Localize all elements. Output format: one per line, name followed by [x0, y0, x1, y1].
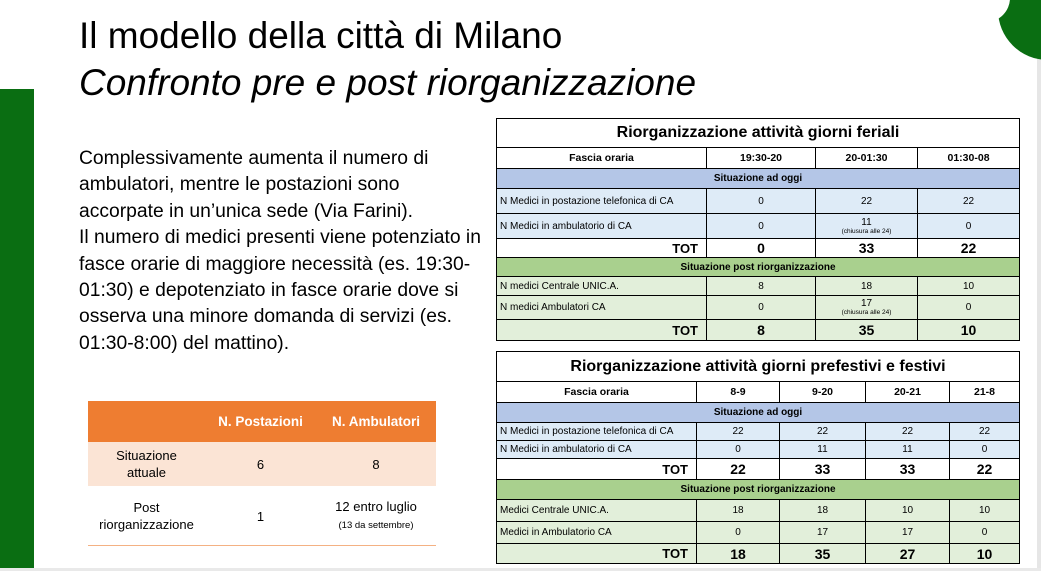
total-label: TOT — [497, 544, 697, 564]
total-row — [497, 239, 1020, 258]
table-cell — [816, 214, 918, 239]
slide-edge — [1037, 0, 1041, 571]
ambulatori-value: 12 entro luglio — [335, 499, 417, 514]
total-row — [497, 544, 1020, 564]
total-cell: 10 — [950, 544, 1020, 564]
total-cell: 35 — [816, 320, 918, 341]
table-cell: 22 — [950, 423, 1020, 441]
table-cell: 0 — [707, 296, 816, 320]
cell-ambulatori — [316, 487, 436, 546]
header-cell: 20-01:30 — [816, 148, 918, 169]
table-title: Riorganizzazione attività giorni feriali — [497, 119, 1020, 148]
cell-postazioni: 1 — [205, 487, 316, 546]
corner-decoration-icon — [968, 0, 1041, 60]
table-cell: 10 — [918, 277, 1020, 296]
summary-header-cell: N. Postazioni — [205, 401, 316, 442]
table-cell: 10 — [866, 500, 950, 522]
table-cell: 22 — [780, 423, 866, 441]
table-row — [497, 441, 1020, 459]
cell-value: 11 — [861, 216, 872, 228]
section-row — [497, 480, 1020, 500]
table-title-row — [497, 119, 1020, 148]
table-cell: 22 — [697, 423, 780, 441]
table-title: Riorganizzazione attività giorni prefestivi e festivi — [497, 352, 1020, 382]
table-cell: 0 — [707, 189, 816, 214]
section-label: Situazione ad oggi — [497, 403, 1020, 423]
table-header-row — [497, 382, 1020, 403]
summary-header-cell — [88, 401, 205, 442]
table-row — [497, 214, 1020, 239]
section-row — [497, 258, 1020, 277]
table-cell: 22 — [918, 189, 1020, 214]
cell-postazioni: 6 — [205, 442, 316, 487]
table-row — [497, 522, 1020, 544]
summary-row — [88, 487, 436, 546]
table-title-row — [497, 352, 1020, 382]
header-cell: 8-9 — [697, 382, 780, 403]
brand-accent-bar — [0, 89, 34, 571]
total-row — [497, 459, 1020, 480]
row-label: N medici Centrale UNIC.A. — [497, 277, 707, 296]
table-cell: 0 — [707, 214, 816, 239]
table-cell: 0 — [918, 296, 1020, 320]
paragraph-2: Il numero di medici presenti viene potenziato in fasce orarie di maggiore necessità (es. 19:30-01:30) e depotenziato in fasce orarie dove si osserva una minore domanda di servizi (es. 01:30-8:00) del mattino). — [79, 227, 481, 354]
cell-value: 17 — [860, 298, 873, 309]
row-label: Situazione attuale — [88, 442, 205, 487]
total-cell: 8 — [707, 320, 816, 341]
total-row — [497, 320, 1020, 341]
ambulatori-note: (13 da settembre) — [338, 520, 414, 531]
section-label: Situazione ad oggi — [497, 169, 1020, 189]
total-cell: 22 — [918, 239, 1020, 258]
table-row — [497, 423, 1020, 441]
section-row — [497, 169, 1020, 189]
row-label: N Medici in postazione telefonica di CA — [497, 189, 707, 214]
table-cell: 17 — [866, 522, 950, 544]
summary-table — [88, 401, 436, 546]
cell-ambulatori: 8 — [316, 442, 436, 487]
row-label: N Medici in postazione telefonica di CA — [497, 423, 697, 441]
table-cell: 0 — [918, 214, 1020, 239]
table-cell: 0 — [950, 441, 1020, 459]
table-row — [497, 500, 1020, 522]
header-cell: 21-8 — [950, 382, 1020, 403]
page-title: Il modello della città di Milano — [79, 15, 563, 56]
table-cell: 18 — [816, 277, 918, 296]
section-label: Situazione post riorganizzazione — [497, 480, 1020, 500]
table-cell: 8 — [707, 277, 816, 296]
page-subtitle: Confronto pre e post riorganizzazione — [79, 62, 697, 103]
table-cell: 22 — [816, 189, 918, 214]
summary-header-row — [88, 401, 436, 442]
table-cell: 22 — [866, 423, 950, 441]
total-cell: 33 — [780, 459, 866, 480]
total-label: TOT — [497, 320, 707, 341]
total-cell: 22 — [697, 459, 780, 480]
total-cell: 22 — [950, 459, 1020, 480]
header-cell: 01:30-08 — [918, 148, 1020, 169]
table-cell: 11 — [780, 441, 866, 459]
total-label: TOT — [497, 459, 697, 480]
table-cell: 0 — [697, 522, 780, 544]
row-label: Medici Centrale UNIC.A. — [497, 500, 697, 522]
table-header-row — [497, 148, 1020, 169]
total-cell: 18 — [697, 544, 780, 564]
total-label: TOT — [497, 239, 707, 258]
cell-note: (chiusura alle 24) — [841, 227, 892, 235]
cell-note: (chiusura alle 24) — [841, 309, 892, 316]
header-cell: Fascia oraria — [497, 148, 707, 169]
total-cell: 33 — [816, 239, 918, 258]
feriali-table — [496, 118, 1020, 341]
table-cell: 11 — [866, 441, 950, 459]
total-cell: 35 — [780, 544, 866, 564]
section-label: Situazione post riorganizzazione — [497, 258, 1020, 277]
summary-header-cell: N. Ambulatori — [316, 401, 436, 442]
table-row — [497, 296, 1020, 320]
section-row — [497, 403, 1020, 423]
row-label: N Medici in ambulatorio di CA — [497, 441, 697, 459]
header-cell: 9-20 — [780, 382, 866, 403]
header-cell: 20-21 — [866, 382, 950, 403]
total-cell: 0 — [707, 239, 816, 258]
table-cell: 10 — [950, 500, 1020, 522]
summary-row — [88, 442, 436, 487]
table-cell: 18 — [780, 500, 866, 522]
table-cell — [816, 296, 918, 320]
row-label: Medici in Ambulatorio CA — [497, 522, 697, 544]
header-cell: Fascia oraria — [497, 382, 697, 403]
table-row — [497, 189, 1020, 214]
table-cell: 17 — [780, 522, 866, 544]
row-label: Post riorganizzazione — [88, 487, 205, 546]
table-cell: 0 — [697, 441, 780, 459]
paragraph-1: Complessivamente aumenta il numero di ambulatori, mentre le postazioni sono accorpate in un’unica sede (Via Farini). — [79, 148, 429, 222]
row-label: N medici Ambulatori CA — [497, 296, 707, 320]
total-cell: 33 — [866, 459, 950, 480]
table-cell: 0 — [950, 522, 1020, 544]
body-text — [79, 146, 484, 357]
header-cell: 19:30-20 — [707, 148, 816, 169]
table-cell: 18 — [697, 500, 780, 522]
total-cell: 10 — [918, 320, 1020, 341]
table-row — [497, 277, 1020, 296]
total-cell: 27 — [866, 544, 950, 564]
festivi-table — [496, 351, 1020, 564]
row-label: N Medici in ambulatorio di CA — [497, 214, 707, 239]
